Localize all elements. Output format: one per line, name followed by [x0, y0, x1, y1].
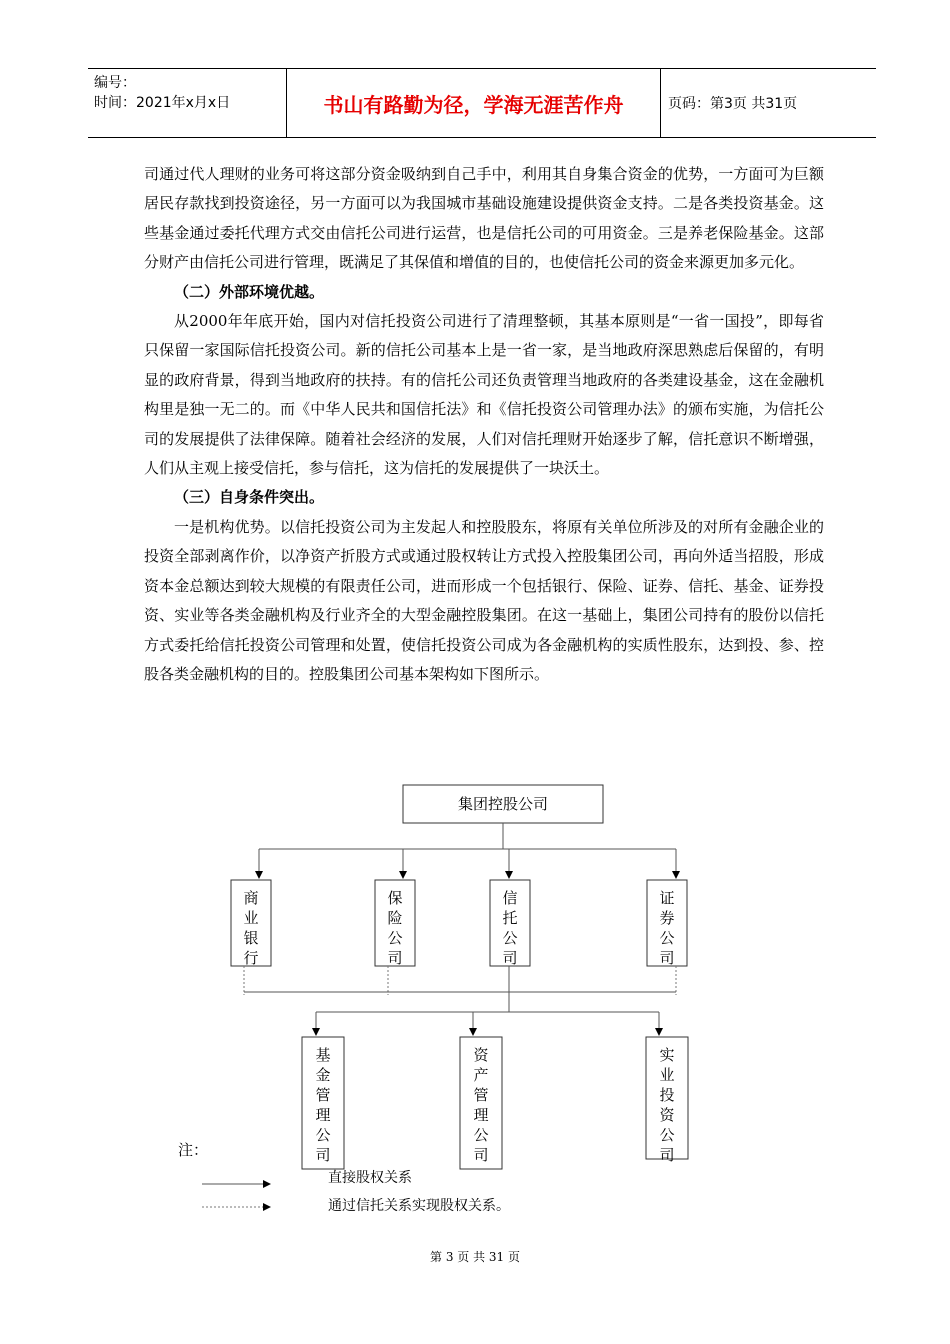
tier2-label: 资产管理公司	[473, 1046, 489, 1164]
paragraph: 从2000年年底开始，国内对信托投资公司进行了清理整顿，其基本原则是“一省一国投”，即每省只保留一家国际信托投资公司。新的信托公司基本上是一省一家，是当地政府深思熟虑后保留的，有明显的政府背景，得到当地政府的扶持。有的信托公司还负责管理当地政府的各类建设基金，这在金融机构里是独一无二的。而《中华人民共和国信托法》和《信托投资公司管理办法》的颁布实施，为信托公司的发展提供了法律保障。随着社会经济的发展，人们对信托理财开始逐步了解，信托意识不断增强，人们从主观上接受信托，参与信托，这为信托的发展提供了一块沃土。	[144, 312, 824, 478]
tier1-label: 商业银行	[243, 889, 259, 967]
header-number: 编号：	[94, 75, 136, 91]
paragraph: 司通过代人理财的业务可将这部分资金吸纳到自己手中，利用其自身集合资金的优势，一方面可为巨额居民存款找到投资途径，另一方面可以为我国城市基础设施建设提供资金支持。二是各类投资基金。这些基金通过委托代理方式交由信托公司进行运营，也是信托公司的可用资金。三是养老保险基金。这部分财产由信托公司进行管理，既满足了其保值和增值的目的，也使信托公司的资金来源更加多元化。	[144, 165, 824, 272]
legend-note-label: 注：	[178, 1141, 209, 1159]
legend-trust-label: 通过信托关系实现股权关系。	[328, 1198, 510, 1214]
paragraph: 一是机构优势。以信托投资公司为主发起人和控股股东，将原有关单位所涉及的对所有金融企业的投资全部剥离作价，以净资产折股方式或通过股权转让方式投入控股集团公司，再向外适当招股，形成资本金总额达到较大规模的有限责任公司，进而形成一个包括银行、保险、证券、信托、基金、证券投资、实业等各类金融机构及行业齐全的大型金融控股集团。在这一基础上，集团公司持有的股份以信托方式委托给信托投资公司管理和处置，使信托投资公司成为各金融机构的实质性股东，达到投、参、控股各类金融机构的目的。控股集团公司基本架构如下图所示。	[144, 517, 824, 683]
tier1-label: 证券公司	[659, 889, 675, 967]
section-heading: （三）自身条件突出。	[174, 488, 325, 507]
tier1-label: 保险公司	[387, 889, 403, 967]
tier1-label: 信托公司	[502, 889, 518, 967]
legend-direct-label: 直接股权关系	[328, 1170, 412, 1186]
tier2-label: 实业投资公司	[659, 1046, 675, 1164]
section-heading: （二）外部环境优越。	[174, 282, 325, 301]
tier2-label: 基金管理公司	[315, 1046, 331, 1164]
root-label: 集团控股公司	[457, 795, 549, 813]
header-page-number: 页码：第3页 共31页	[668, 96, 798, 112]
header-time: 时间：2021年x月x日	[94, 95, 231, 111]
header-motto: 书山有路勤为径，学海无涯苦作舟	[323, 92, 624, 117]
page-footer: 第 3 页 共 31 页	[430, 1250, 520, 1264]
